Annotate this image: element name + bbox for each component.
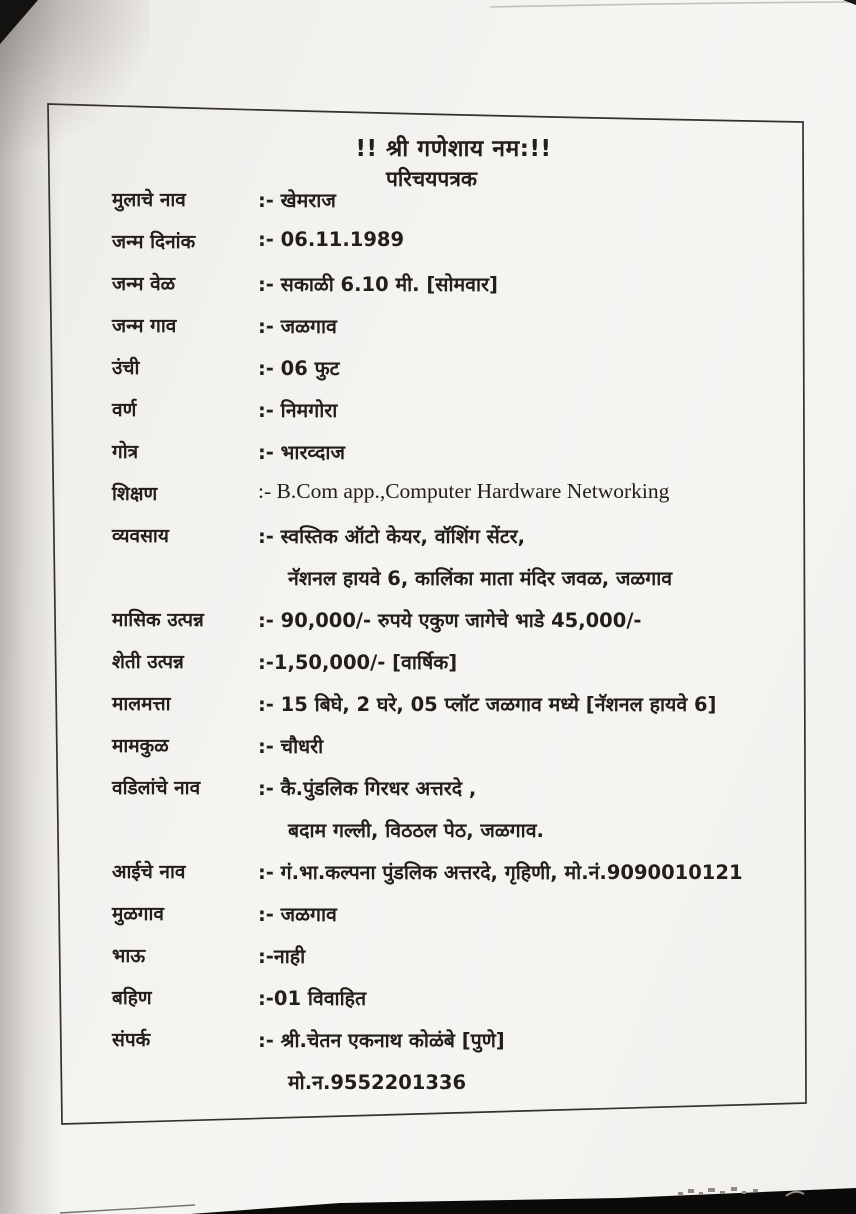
field-row [0,1026,856,1068]
field-row-continuation [0,1068,856,1110]
invocation-text: !! श्री गणेशाय नम:!! [355,136,552,162]
field-label: बहिण [112,987,152,1009]
field-value: :-नाही [258,945,306,968]
field-label: व्यवसाय [112,525,169,547]
page-title: परिचयपत्रक [385,167,478,191]
field-label: मुलाचे नाव [112,189,186,211]
field-value: :- जळगाव [258,315,337,338]
field-value: :- 90,000/- रुपये एकुण जागेचे भाडे 45,000/- [258,609,642,632]
field-value: :- 06.11.1989 [258,228,405,251]
field-value: :- श्री.चेतन एकनाथ कोळंबे [पुणे] [258,1029,505,1052]
field-value: :- 15 बिघे, 2 घरे, 05 प्लॉट जळगाव मध्ये [नॅशनल हायवे 6] [258,693,717,716]
field-label: जन्म गाव [112,315,177,337]
field-row [0,354,856,396]
field-row [0,606,856,648]
field-row [0,270,856,312]
field-value: :- गं.भा.कल्पना पुंडलिक अत्तरदे, गृहिणी, मो.नं.9090010121 [258,861,743,884]
field-label: वडिलांचे नाव [112,777,201,799]
field-row [0,228,856,270]
field-row [0,480,856,522]
field-value: :-01 विवाहित [258,987,367,1010]
field-label: मासिक उत्पन्न [112,609,204,631]
field-label: आईचे नाव [112,861,186,883]
field-row [0,186,856,228]
field-value-continuation: नॅशनल हायवे 6, कालिंका माता मंदिर जवळ, जळगाव [288,567,673,590]
field-value-continuation: बदाम गल्ली, विठठल पेठ, जळगाव. [288,819,544,842]
field-row [0,396,856,438]
field-value: :- चौधरी [258,735,324,758]
field-value: :- सकाळी 6.10 मी. [सोमवार] [258,273,498,296]
field-label: उंची [112,357,140,379]
field-row [0,648,856,690]
field-row [0,312,856,354]
field-label: जन्म वेळ [112,273,176,295]
field-row [0,522,856,564]
field-row [0,732,856,774]
field-label: संपर्क [112,1029,151,1051]
field-label: भाऊ [112,945,146,967]
field-label: गोत्र [112,441,139,463]
field-value-continuation: मो.न.9552201336 [288,1071,467,1094]
field-row [0,858,856,900]
invocation-line [48,131,803,163]
field-label: वर्ण [112,399,137,421]
field-value: :- स्वस्तिक ऑटो केयर, वॉशिंग सेंटर, [258,525,526,548]
field-value: :-1,50,000/- [वार्षिक] [258,651,458,674]
field-label: मुळगाव [112,903,164,925]
field-value: :- भारव्दाज [258,441,345,464]
field-row [0,690,856,732]
field-row [0,984,856,1026]
field-row [0,774,856,816]
field-label: जन्म दिनांक [112,231,196,253]
field-value: :- B.Com app.,Computer Hardware Networking [258,479,670,503]
field-row-continuation [0,816,856,858]
field-label: शेती उत्पन्न [112,651,184,673]
field-label: मामकुळ [112,735,169,757]
field-row [0,900,856,942]
field-row-continuation [0,564,856,606]
field-value: :- निमगोरा [258,399,338,422]
fields [0,186,856,1110]
field-value: :- खेमराज [258,189,336,212]
field-value: :- कै.पुंडलिक गिरधर अत्तरदे , [258,777,477,800]
field-value: :- जळगाव [258,903,337,926]
field-value: :- 06 फुट [258,357,340,380]
field-row [0,942,856,984]
field-row [0,438,856,480]
field-label: मालमत्ता [112,693,171,715]
field-label: शिक्षण [112,483,158,505]
